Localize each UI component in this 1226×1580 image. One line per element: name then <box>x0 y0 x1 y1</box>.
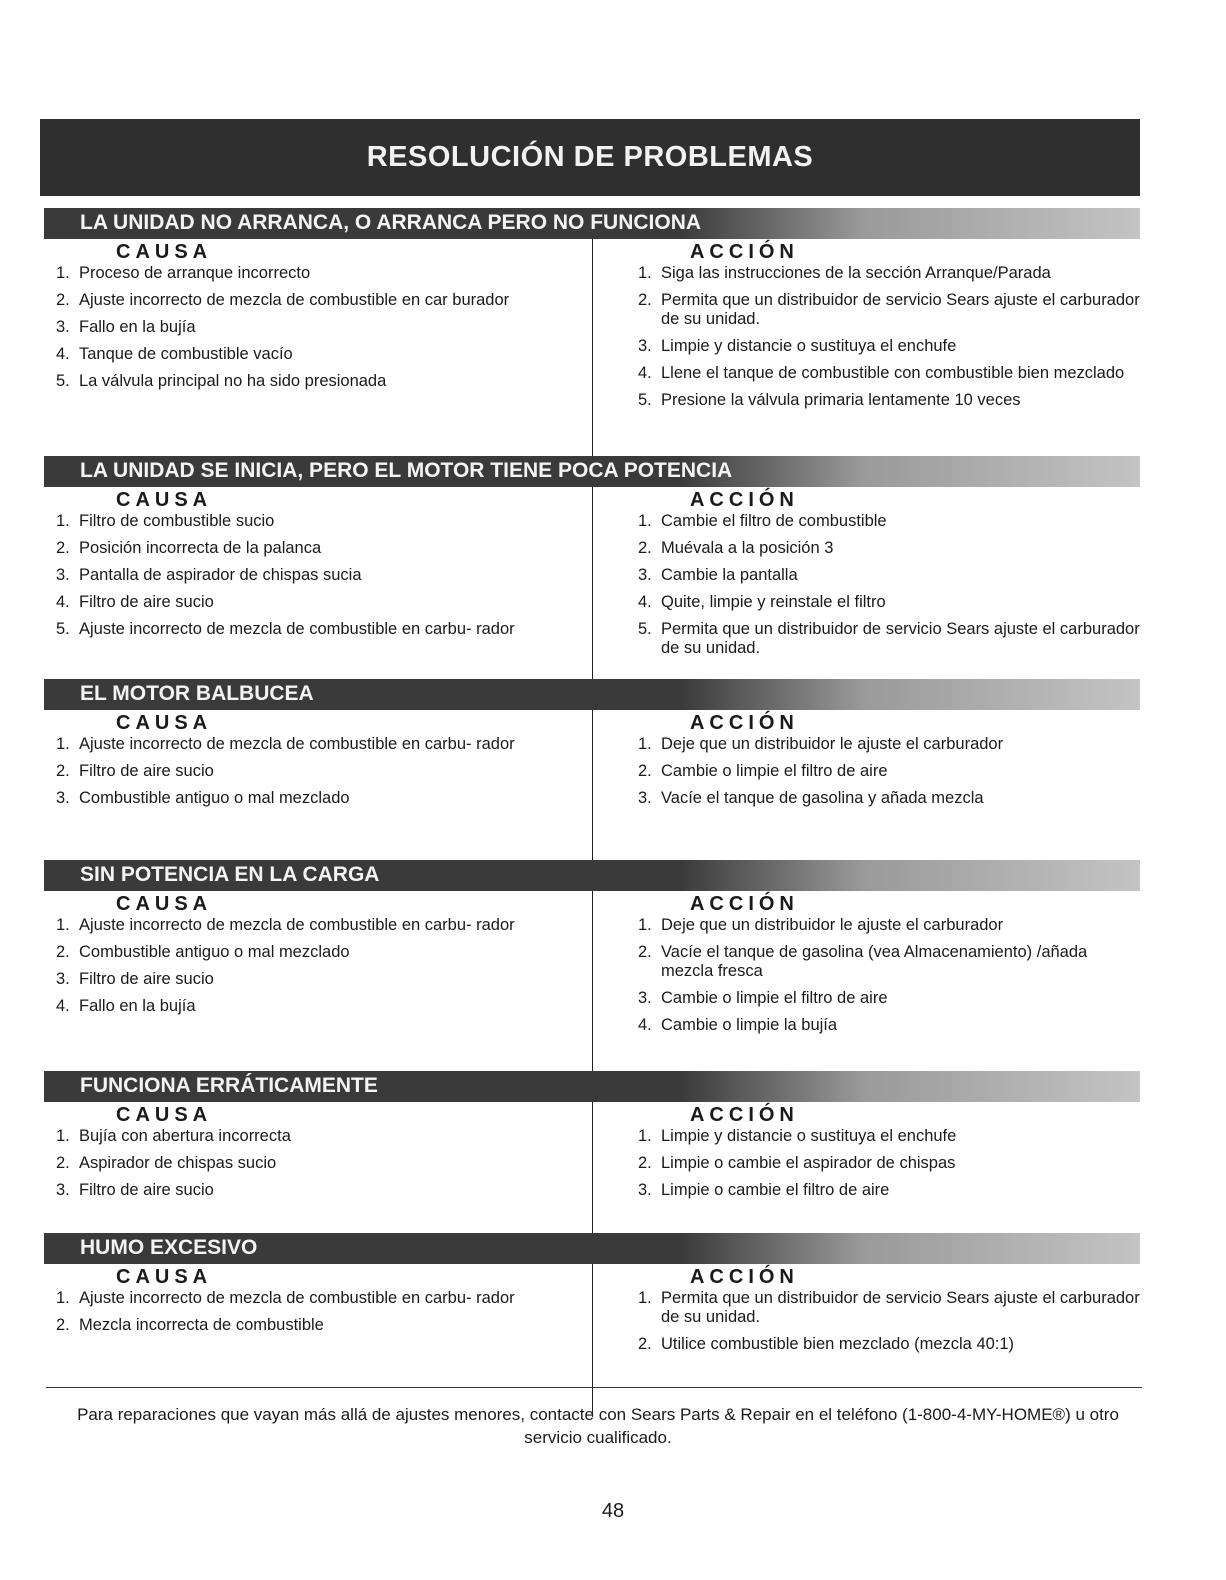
item-text: Ajuste incorrecto de mezcla de combustible en carbu- rador <box>79 735 515 753</box>
item-number: 3. <box>637 989 652 1007</box>
page-number: 48 <box>601 1500 625 1522</box>
cause-item <box>56 762 562 781</box>
item-number: 4. <box>56 345 70 363</box>
cause-item <box>56 1316 562 1335</box>
item-text: Fallo en la bujía <box>79 997 196 1015</box>
troubleshoot-section <box>44 860 1140 1098</box>
item-text: Aspirador de chispas sucio <box>79 1154 277 1172</box>
cause-item <box>56 318 562 337</box>
item-text: Cambie o limpie el filtro de aire <box>660 762 888 780</box>
page-title: RESOLUCIÓN DE PROBLEMAS <box>366 141 814 173</box>
action-item <box>638 512 1140 531</box>
cause-item <box>56 372 562 391</box>
cause-item <box>56 916 562 935</box>
cause-list <box>56 264 562 391</box>
item-text: Filtro de aire sucio <box>79 1181 214 1199</box>
item-text: Muévala a la posición 3 <box>660 539 834 557</box>
action-item <box>638 1154 1140 1173</box>
item-number: 1. <box>637 512 652 530</box>
action-item <box>638 566 1140 585</box>
item-text: Fallo en la bujía <box>79 318 196 336</box>
item-text: Ajuste incorrecto de mezcla de combustible en carbu- rador <box>79 916 515 934</box>
section-header <box>44 679 1140 710</box>
action-column <box>592 487 1140 709</box>
item-text: Tanque de combustible vacío <box>79 345 293 363</box>
item-number: 2. <box>637 1335 652 1353</box>
action-item <box>638 762 1140 781</box>
cause-item <box>56 539 562 558</box>
item-text: Ajuste incorrecto de mezcla de combustible en carbu- rador <box>79 1289 515 1307</box>
cause-item <box>56 593 562 612</box>
item-text: Cambie el filtro de combustible <box>660 512 887 530</box>
cause-heading: CAUSA <box>116 712 213 734</box>
section-header <box>44 456 1140 487</box>
action-list <box>638 512 1140 658</box>
item-number: 1. <box>637 916 652 934</box>
item-text: Vacíe el tanque de gasolina y añada mezcla <box>660 789 984 807</box>
footer-divider <box>46 1387 1142 1388</box>
item-text: Mezcla incorrecta de combustible <box>79 1316 324 1334</box>
item-text: Bujía con abertura incorrecta <box>79 1127 291 1145</box>
cause-list <box>56 1127 562 1200</box>
item-number: 1. <box>56 1127 70 1145</box>
item-number: 1. <box>637 1289 652 1307</box>
footer-note: Para reparaciones que vayan más allá de ajustes menores, contacte con Sears Parts & Repair en el teléfono (1-800-4-MY-HOME®) u otro servicio cualificado. <box>77 1405 1119 1447</box>
action-item <box>638 789 1140 808</box>
action-item <box>638 1016 1140 1035</box>
cause-heading: CAUSA <box>116 893 213 915</box>
cause-heading: CAUSA <box>116 489 213 511</box>
item-number: 4. <box>56 593 70 611</box>
cause-list <box>56 735 562 808</box>
cause-action-columns <box>44 1264 1140 1417</box>
cause-heading: CAUSA <box>116 1266 213 1288</box>
item-number: 2. <box>56 291 70 309</box>
item-text: Deje que un distribuidor le ajuste el carburador <box>660 916 1004 934</box>
cause-item <box>56 512 562 531</box>
action-item <box>638 620 1140 658</box>
troubleshoot-section <box>44 1233 1140 1417</box>
action-item <box>638 264 1140 283</box>
item-number: 2. <box>637 762 652 780</box>
action-list <box>638 1289 1140 1354</box>
item-text: Filtro de combustible sucio <box>79 512 275 530</box>
item-text: Permita que un distribuidor de servicio Sears ajuste el carburador de su unidad. <box>660 620 1140 657</box>
action-heading: ACCIÓN <box>689 1104 799 1126</box>
item-number: 5. <box>56 372 70 390</box>
cause-item <box>56 997 562 1016</box>
action-item <box>638 735 1140 754</box>
cause-item <box>56 735 562 754</box>
item-text: Limpie o cambie el aspirador de chispas <box>660 1154 956 1172</box>
cause-column <box>44 239 592 484</box>
item-text: Utilice combustible bien mezclado (mezcla 40:1) <box>660 1335 1015 1353</box>
section-header-gradient <box>680 208 1140 239</box>
item-number: 1. <box>56 1289 70 1307</box>
item-number: 1. <box>56 916 70 934</box>
action-list <box>638 916 1140 1035</box>
item-text: Proceso de arranque incorrecto <box>79 264 311 282</box>
item-text: Limpie y distancie o sustituya el enchufe <box>660 1127 957 1145</box>
action-item <box>638 539 1140 558</box>
section-header-text: LA UNIDAD SE INICIA, PERO EL MOTOR TIENE POCA POTENCIA <box>80 459 733 482</box>
item-number: 2. <box>56 1154 70 1172</box>
cause-list <box>56 512 562 639</box>
item-text: Permita que un distribuidor de servicio Sears ajuste el carburador de su unidad. <box>660 291 1140 328</box>
item-text: Cambie o limpie el filtro de aire <box>660 989 888 1007</box>
item-number: 3. <box>56 318 70 336</box>
item-text: Filtro de aire sucio <box>79 970 214 988</box>
section-header-gradient <box>680 679 1140 710</box>
item-number: 3. <box>56 789 70 807</box>
cause-heading: CAUSA <box>116 1104 213 1126</box>
item-text: Limpie o cambie el filtro de aire <box>660 1181 890 1199</box>
troubleshoot-section <box>44 456 1140 709</box>
action-item <box>638 1289 1140 1327</box>
cause-item <box>56 1154 562 1173</box>
item-text: Combustible antiguo o mal mezclado <box>79 789 350 807</box>
action-item <box>638 916 1140 935</box>
item-text: Quite, limpie y reinstale el filtro <box>660 593 886 611</box>
action-item <box>638 1181 1140 1200</box>
item-number: 1. <box>56 735 70 753</box>
action-column <box>592 239 1140 484</box>
item-number: 1. <box>637 1127 652 1145</box>
action-heading: ACCIÓN <box>689 893 799 915</box>
item-number: 1. <box>637 264 652 282</box>
section-header-gradient <box>680 456 1140 487</box>
item-number: 5. <box>637 620 652 638</box>
item-text: Combustible antiguo o mal mezclado <box>79 943 350 961</box>
section-header <box>44 208 1140 239</box>
cause-item <box>56 943 562 962</box>
action-heading: ACCIÓN <box>689 1266 799 1288</box>
item-number: 1. <box>56 264 70 282</box>
item-text: Vacíe el tanque de gasolina (vea Almacenamiento) /añada mezcla fresca <box>660 943 1088 980</box>
item-text: Ajuste incorrecto de mezcla de combustible en car burador <box>79 291 510 309</box>
item-number: 2. <box>637 943 652 961</box>
action-item <box>638 989 1140 1008</box>
section-header-gradient <box>680 1071 1140 1102</box>
cause-column <box>44 487 592 709</box>
action-item <box>638 291 1140 329</box>
action-item <box>638 337 1140 356</box>
cause-item <box>56 291 562 310</box>
cause-item <box>56 1127 562 1146</box>
section-header-text: EL MOTOR BALBUCEA <box>80 682 314 705</box>
section-header-gradient <box>680 1233 1140 1264</box>
item-number: 4. <box>637 1016 652 1034</box>
cause-list <box>56 916 562 1016</box>
action-item <box>638 593 1140 612</box>
item-text: Presione la válvula primaria lentamente 10 veces <box>660 391 1021 409</box>
action-list <box>638 1127 1140 1200</box>
item-number: 1. <box>637 735 652 753</box>
item-number: 3. <box>637 1181 652 1199</box>
item-text: Permita que un distribuidor de servicio Sears ajuste el carburador de su unidad. <box>660 1289 1140 1326</box>
action-item <box>638 364 1140 383</box>
item-text: Llene el tanque de combustible con combustible bien mezclado <box>660 364 1125 382</box>
section-header-text: SIN POTENCIA EN LA CARGA <box>80 863 380 886</box>
section-header <box>44 1233 1140 1264</box>
item-text: Filtro de aire sucio <box>79 593 214 611</box>
section-header-gradient <box>680 860 1140 891</box>
item-number: 2. <box>56 943 70 961</box>
item-text: Cambie la pantalla <box>660 566 798 584</box>
cause-item <box>56 345 562 364</box>
item-number: 2. <box>637 291 652 309</box>
item-number: 2. <box>56 539 70 557</box>
cause-item <box>56 1289 562 1308</box>
item-number: 4. <box>56 997 70 1015</box>
item-text: Ajuste incorrecto de mezcla de combustible en carbu- rador <box>79 620 515 638</box>
cause-item <box>56 1181 562 1200</box>
action-list <box>638 264 1140 410</box>
item-number: 3. <box>56 970 70 988</box>
item-number: 5. <box>637 391 652 409</box>
cause-item <box>56 789 562 808</box>
item-text: La válvula principal no ha sido presionada <box>79 372 387 390</box>
cause-action-columns <box>44 239 1140 484</box>
cause-item <box>56 970 562 989</box>
action-item <box>638 391 1140 410</box>
section-header <box>44 860 1140 891</box>
item-number: 3. <box>56 1181 70 1199</box>
item-number: 1. <box>56 512 70 530</box>
cause-item <box>56 620 562 639</box>
section-header <box>44 1071 1140 1102</box>
item-number: 4. <box>637 364 652 382</box>
item-number: 5. <box>56 620 70 638</box>
action-column <box>592 1264 1140 1417</box>
page-title-bar <box>40 119 1140 196</box>
item-number: 2. <box>56 762 70 780</box>
section-header-text: LA UNIDAD NO ARRANCA, O ARRANCA PERO NO FUNCIONA <box>80 211 702 234</box>
cause-action-columns <box>44 487 1140 709</box>
item-text: Posición incorrecta de la palanca <box>79 539 322 557</box>
cause-column <box>44 1264 592 1417</box>
cause-heading: CAUSA <box>116 241 213 263</box>
cause-action-columns <box>44 891 1140 1098</box>
cause-list <box>56 1289 562 1335</box>
cause-item <box>56 264 562 283</box>
item-number: 3. <box>637 337 652 355</box>
cause-item <box>56 566 562 585</box>
item-number: 2. <box>56 1316 70 1334</box>
section-header-text: FUNCIONA ERRÁTICAMENTE <box>80 1074 378 1097</box>
action-item <box>638 943 1140 981</box>
action-heading: ACCIÓN <box>689 241 799 263</box>
action-item <box>638 1127 1140 1146</box>
item-number: 2. <box>637 539 652 557</box>
action-list <box>638 735 1140 808</box>
item-number: 3. <box>637 789 652 807</box>
action-item <box>638 1335 1140 1354</box>
item-number: 3. <box>56 566 70 584</box>
item-text: Pantalla de aspirador de chispas sucia <box>79 566 362 584</box>
item-text: Siga las instrucciones de la sección Arranque/Parada <box>660 264 1051 282</box>
action-heading: ACCIÓN <box>689 712 799 734</box>
item-number: 3. <box>637 566 652 584</box>
item-number: 2. <box>637 1154 652 1172</box>
item-text: Deje que un distribuidor le ajuste el carburador <box>660 735 1004 753</box>
item-text: Filtro de aire sucio <box>79 762 214 780</box>
section-header-text: HUMO EXCESIVO <box>80 1236 258 1259</box>
troubleshoot-section <box>44 679 1140 888</box>
cause-column <box>44 891 592 1098</box>
item-number: 4. <box>637 593 652 611</box>
troubleshoot-section <box>44 208 1140 484</box>
item-text: Cambie o limpie la bujía <box>660 1016 838 1034</box>
item-text: Limpie y distancie o sustituya el enchufe <box>660 337 957 355</box>
action-heading: ACCIÓN <box>689 489 799 511</box>
action-column <box>592 891 1140 1098</box>
